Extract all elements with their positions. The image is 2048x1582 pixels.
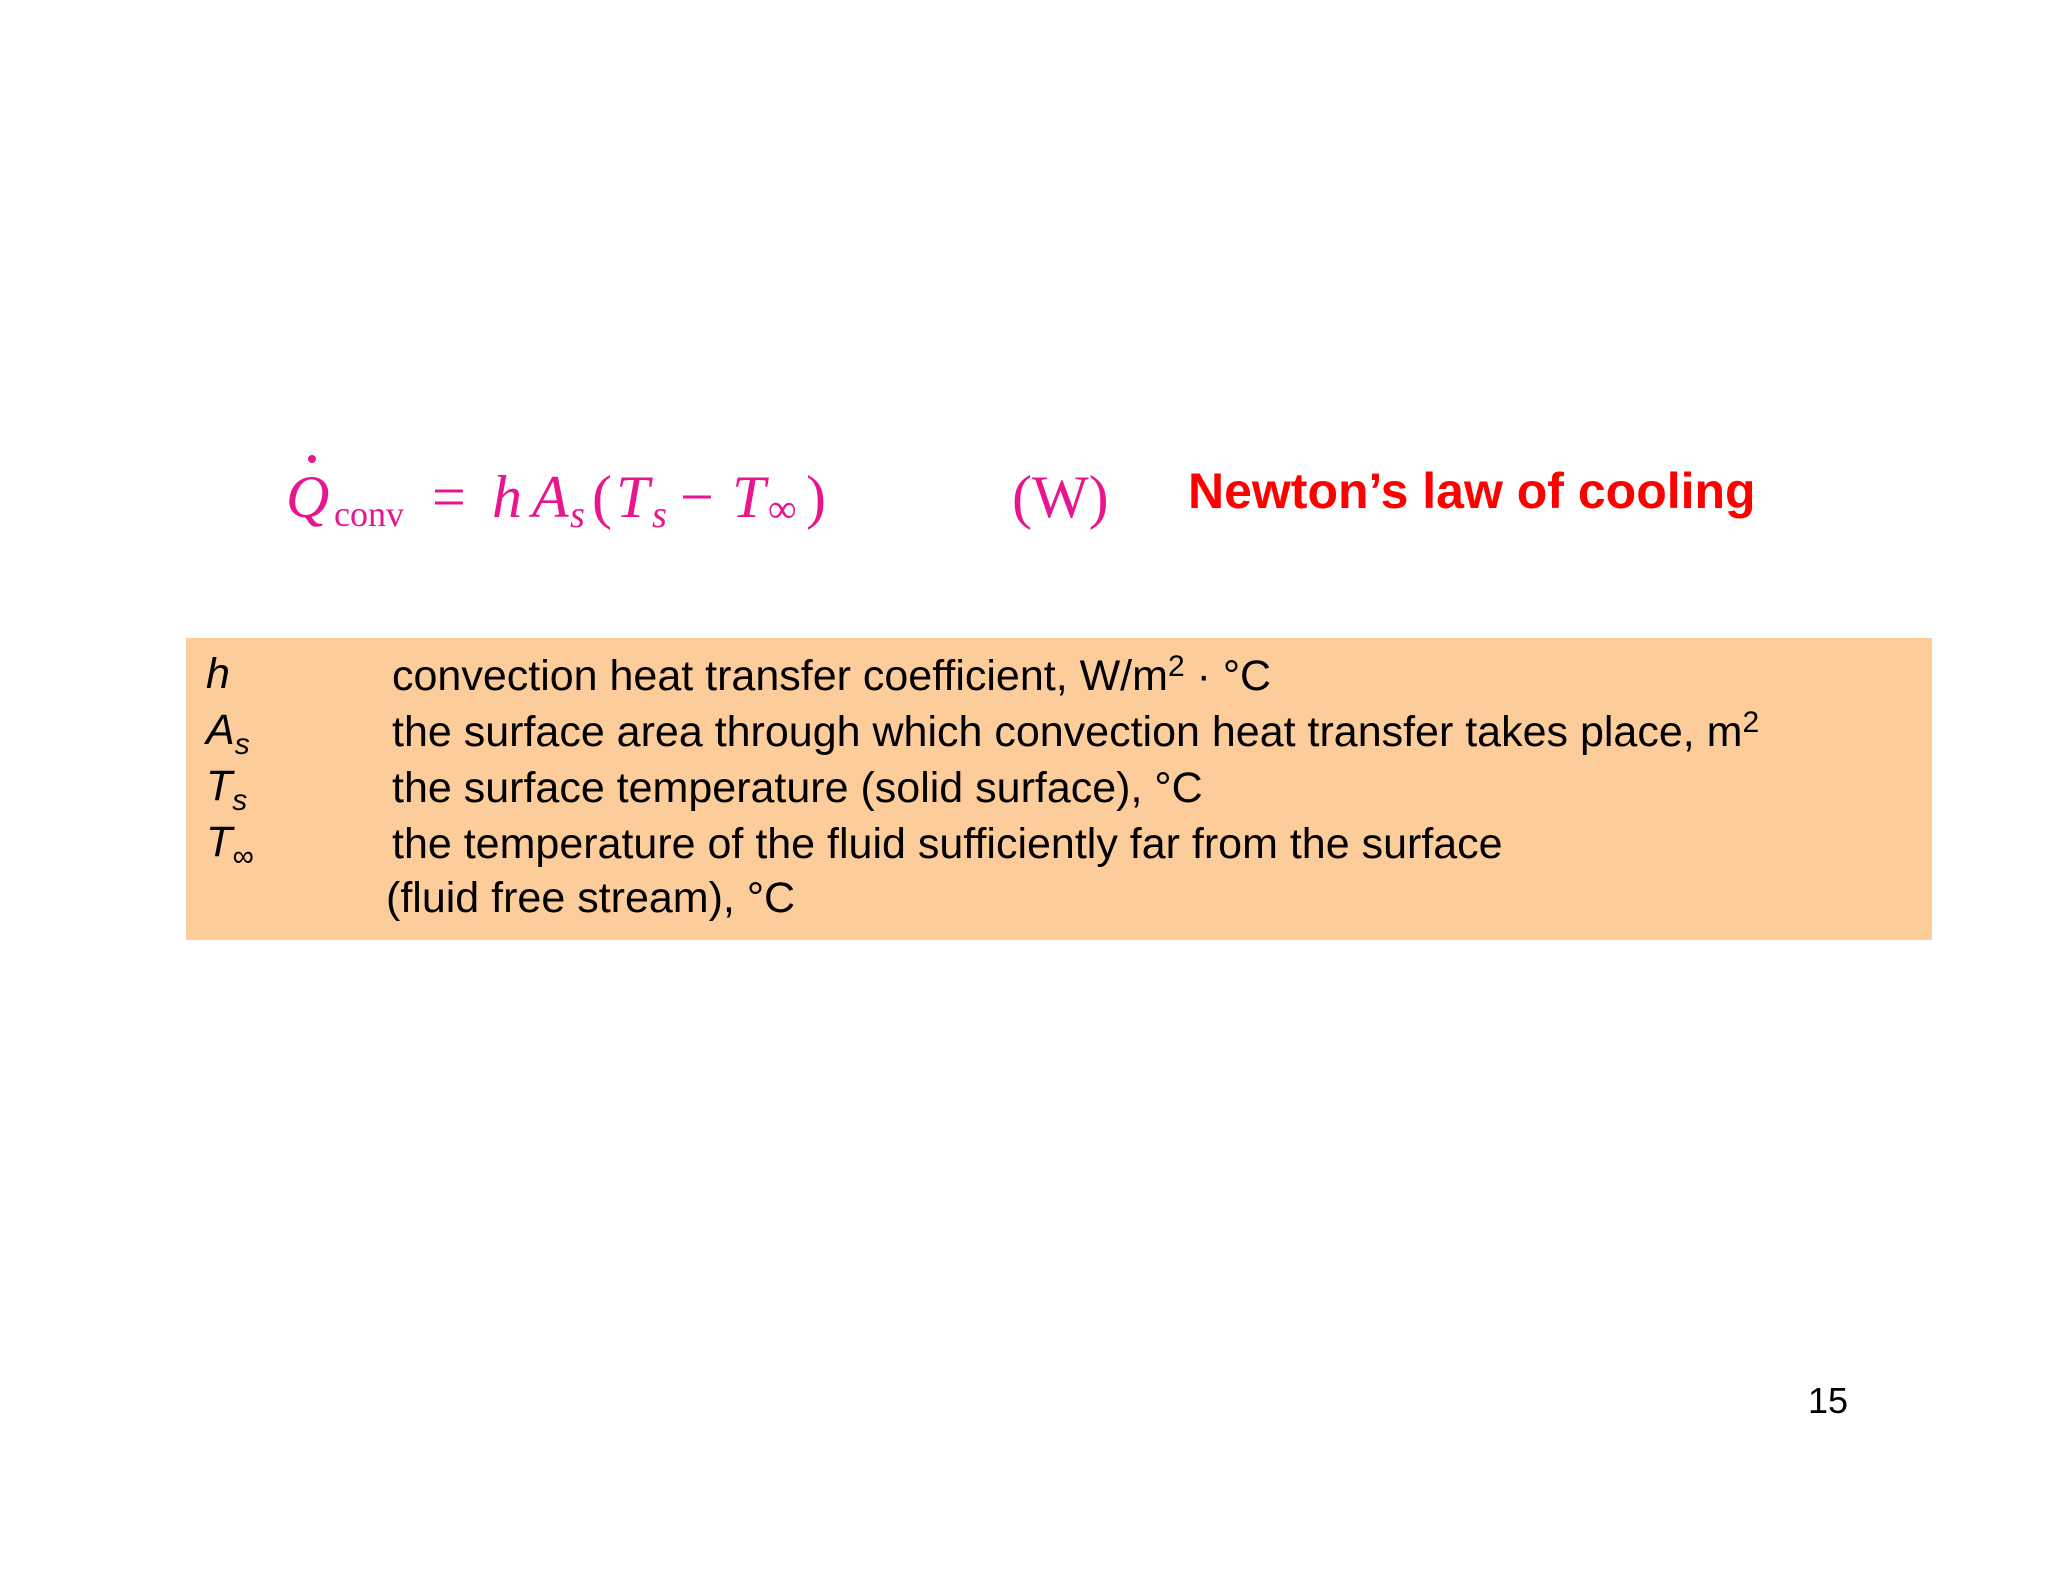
definition-row	[186, 818, 1932, 874]
eq-tinf-symbol: T	[732, 464, 766, 530]
definition-text: the surface area through which convection heat transfer takes place, $m^2$	[392, 706, 1760, 756]
definition-text: the temperature of the fluid sufficiently far from the surface	[392, 820, 1503, 868]
eq-ts-subscript: s	[652, 494, 667, 536]
newton-cooling-equation	[286, 455, 1126, 545]
eq-unit: (W)	[1012, 464, 1109, 530]
definition-continuation-text: (fluid free stream), °C	[386, 874, 796, 922]
eq-q-symbol: Q	[286, 464, 330, 530]
definition-symbol: $A_s$	[206, 706, 250, 761]
definition-continuation-row	[186, 874, 1932, 930]
eq-a-symbol: A	[532, 464, 569, 530]
eq-a-subscript: s	[570, 494, 585, 536]
page-number: 15	[1808, 1380, 1849, 1421]
eq-ts-symbol: T	[616, 464, 650, 530]
eq-h-symbol: h	[492, 464, 522, 530]
eq-minus-sign: −	[680, 464, 714, 530]
eq-q-dot	[308, 455, 316, 463]
definition-row	[186, 650, 1932, 706]
law-title: Newton’s law of cooling	[1188, 463, 1756, 519]
eq-right-paren: )	[806, 464, 826, 530]
definition-row	[186, 706, 1932, 762]
definition-symbol: h	[206, 650, 230, 698]
definition-text: convection heat transfer coefficient, $W/m^2 \cdot ^\circ C$	[392, 650, 1272, 700]
definition-row	[186, 762, 1932, 818]
definitions-box	[186, 638, 1932, 940]
definition-text: the surface temperature (solid surface), °C	[392, 764, 1203, 812]
definition-symbol: $T_\infty$	[206, 818, 254, 873]
eq-conv-subscript: conv	[334, 494, 404, 534]
definition-symbol: $T_s$	[206, 762, 248, 817]
eq-left-paren: (	[592, 464, 612, 530]
eq-equals-sign: =	[432, 464, 466, 530]
eq-tinf-subscript: ∞	[768, 486, 797, 531]
